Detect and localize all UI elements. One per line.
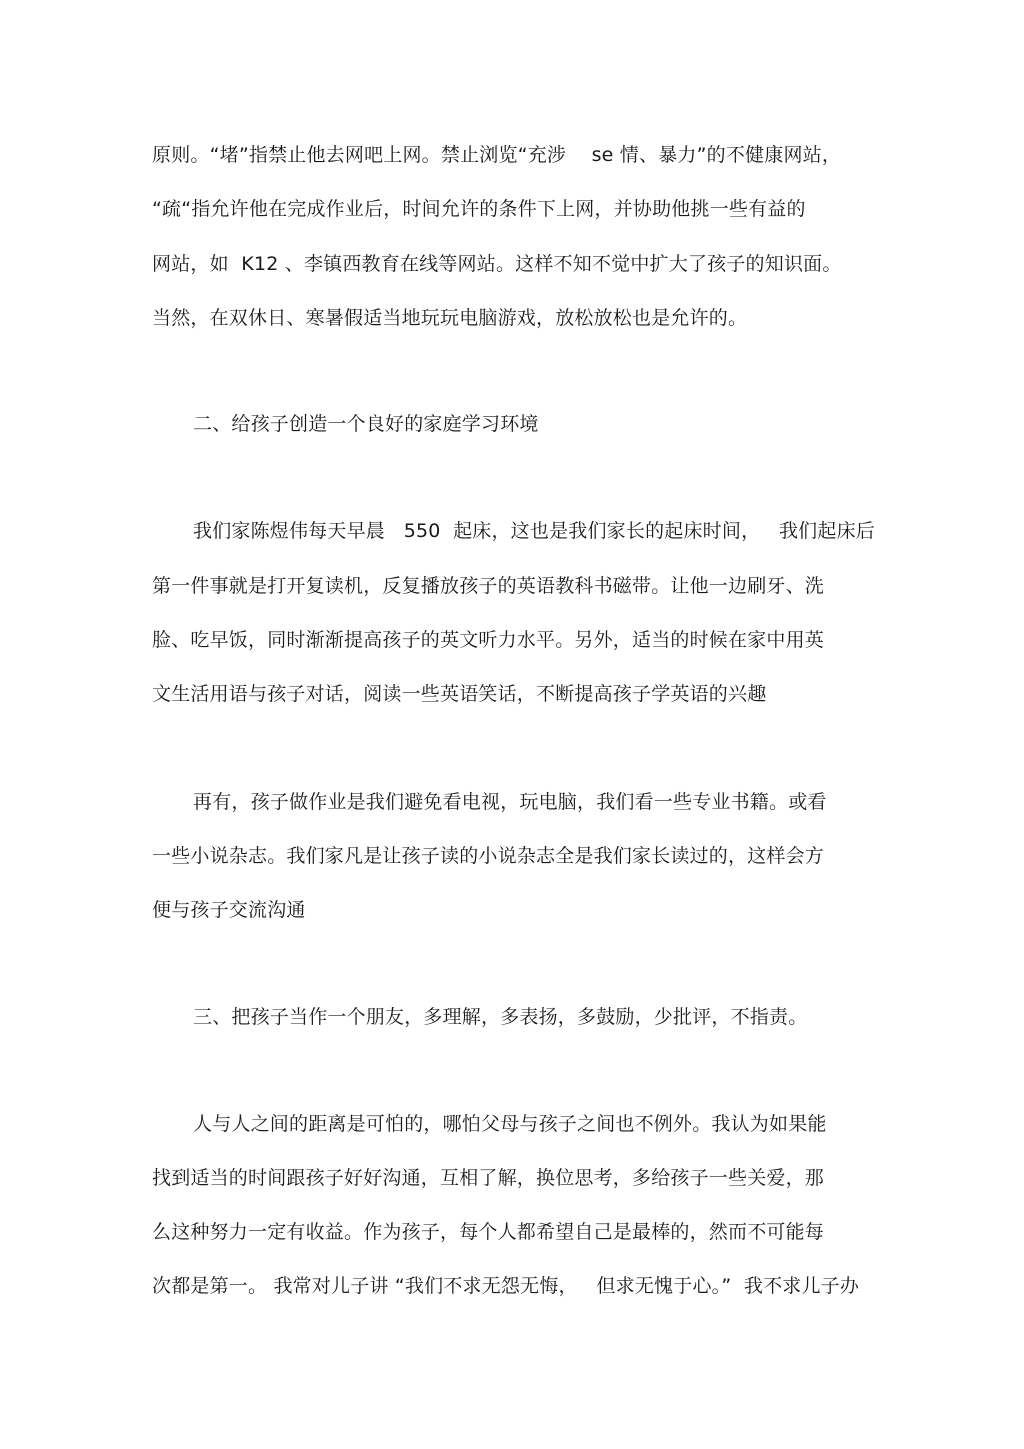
body-text-line: 当然，在双休日、寒暑假适当地玩玩电脑游戏，放松放松也是允许的。 [152,307,748,329]
body-text-line: 人与人之间的距离是可怕的，哪怕父母与孩子之间也不例外。我认为如果能 [193,1113,827,1135]
body-text-line: 么这种努力一定有收益。作为孩子，每个人都希望自己是最棒的，然而不可能每 [152,1221,825,1243]
body-text-line: 一些小说杂志。我们家凡是让孩子读的小说杂志全是我们家长读过的，这样会方 [152,845,825,867]
body-text-line: 找到适当的时间跟孩子好好沟通，互相了解，换位思考，多给孩子一些关爱，那 [152,1167,825,1189]
section-heading: 三、把孩子当作一个朋友，多理解，多表扬，多鼓励，少批评，不指责。 [193,1006,808,1028]
body-text-line: 文生活用语与孩子对话，阅读一些英语笑话，不断提高孩子学英语的兴趣 [152,683,767,705]
body-text-line: 便与孩子交流沟通 [152,899,306,921]
body-text-line: 第一件事就是打开复读机，反复播放孩子的英语教科书磁带。让他一边刷牙、洗 [152,575,825,597]
body-text-line: 原则。“堵”指禁止他去网吧上网。禁止浏览“充涉 se 情、暴力”的不健康网站， [152,144,842,166]
body-text-line: 次都是第一。 我常对儿子讲 “我们不求无怨无悔， 但求无愧于心。” 我不求儿子办 [152,1275,860,1297]
body-text-line: 我们家陈煜伟每天早晨 550 起床，这也是我们家长的起床时间， 我们起床后 [193,520,875,542]
body-text-line: 脸、吃早饭，同时渐渐提高孩子的英文听力水平。另外，适当的时候在家中用英 [152,629,825,651]
body-text-line: “疏“指允许他在完成作业后，时间允许的条件下上网，并协助他挑一些有益的 [152,198,806,220]
body-text-line: 网站，如 K12 、李镇西教育在线等网站。这样不知不觉中扩大了孩子的知识面。 [152,253,842,275]
section-heading: 二、给孩子创造一个良好的家庭学习环境 [193,413,539,435]
body-text-line: 再有，孩子做作业是我们避免看电视，玩电脑，我们看一些专业书籍。或看 [193,791,827,813]
